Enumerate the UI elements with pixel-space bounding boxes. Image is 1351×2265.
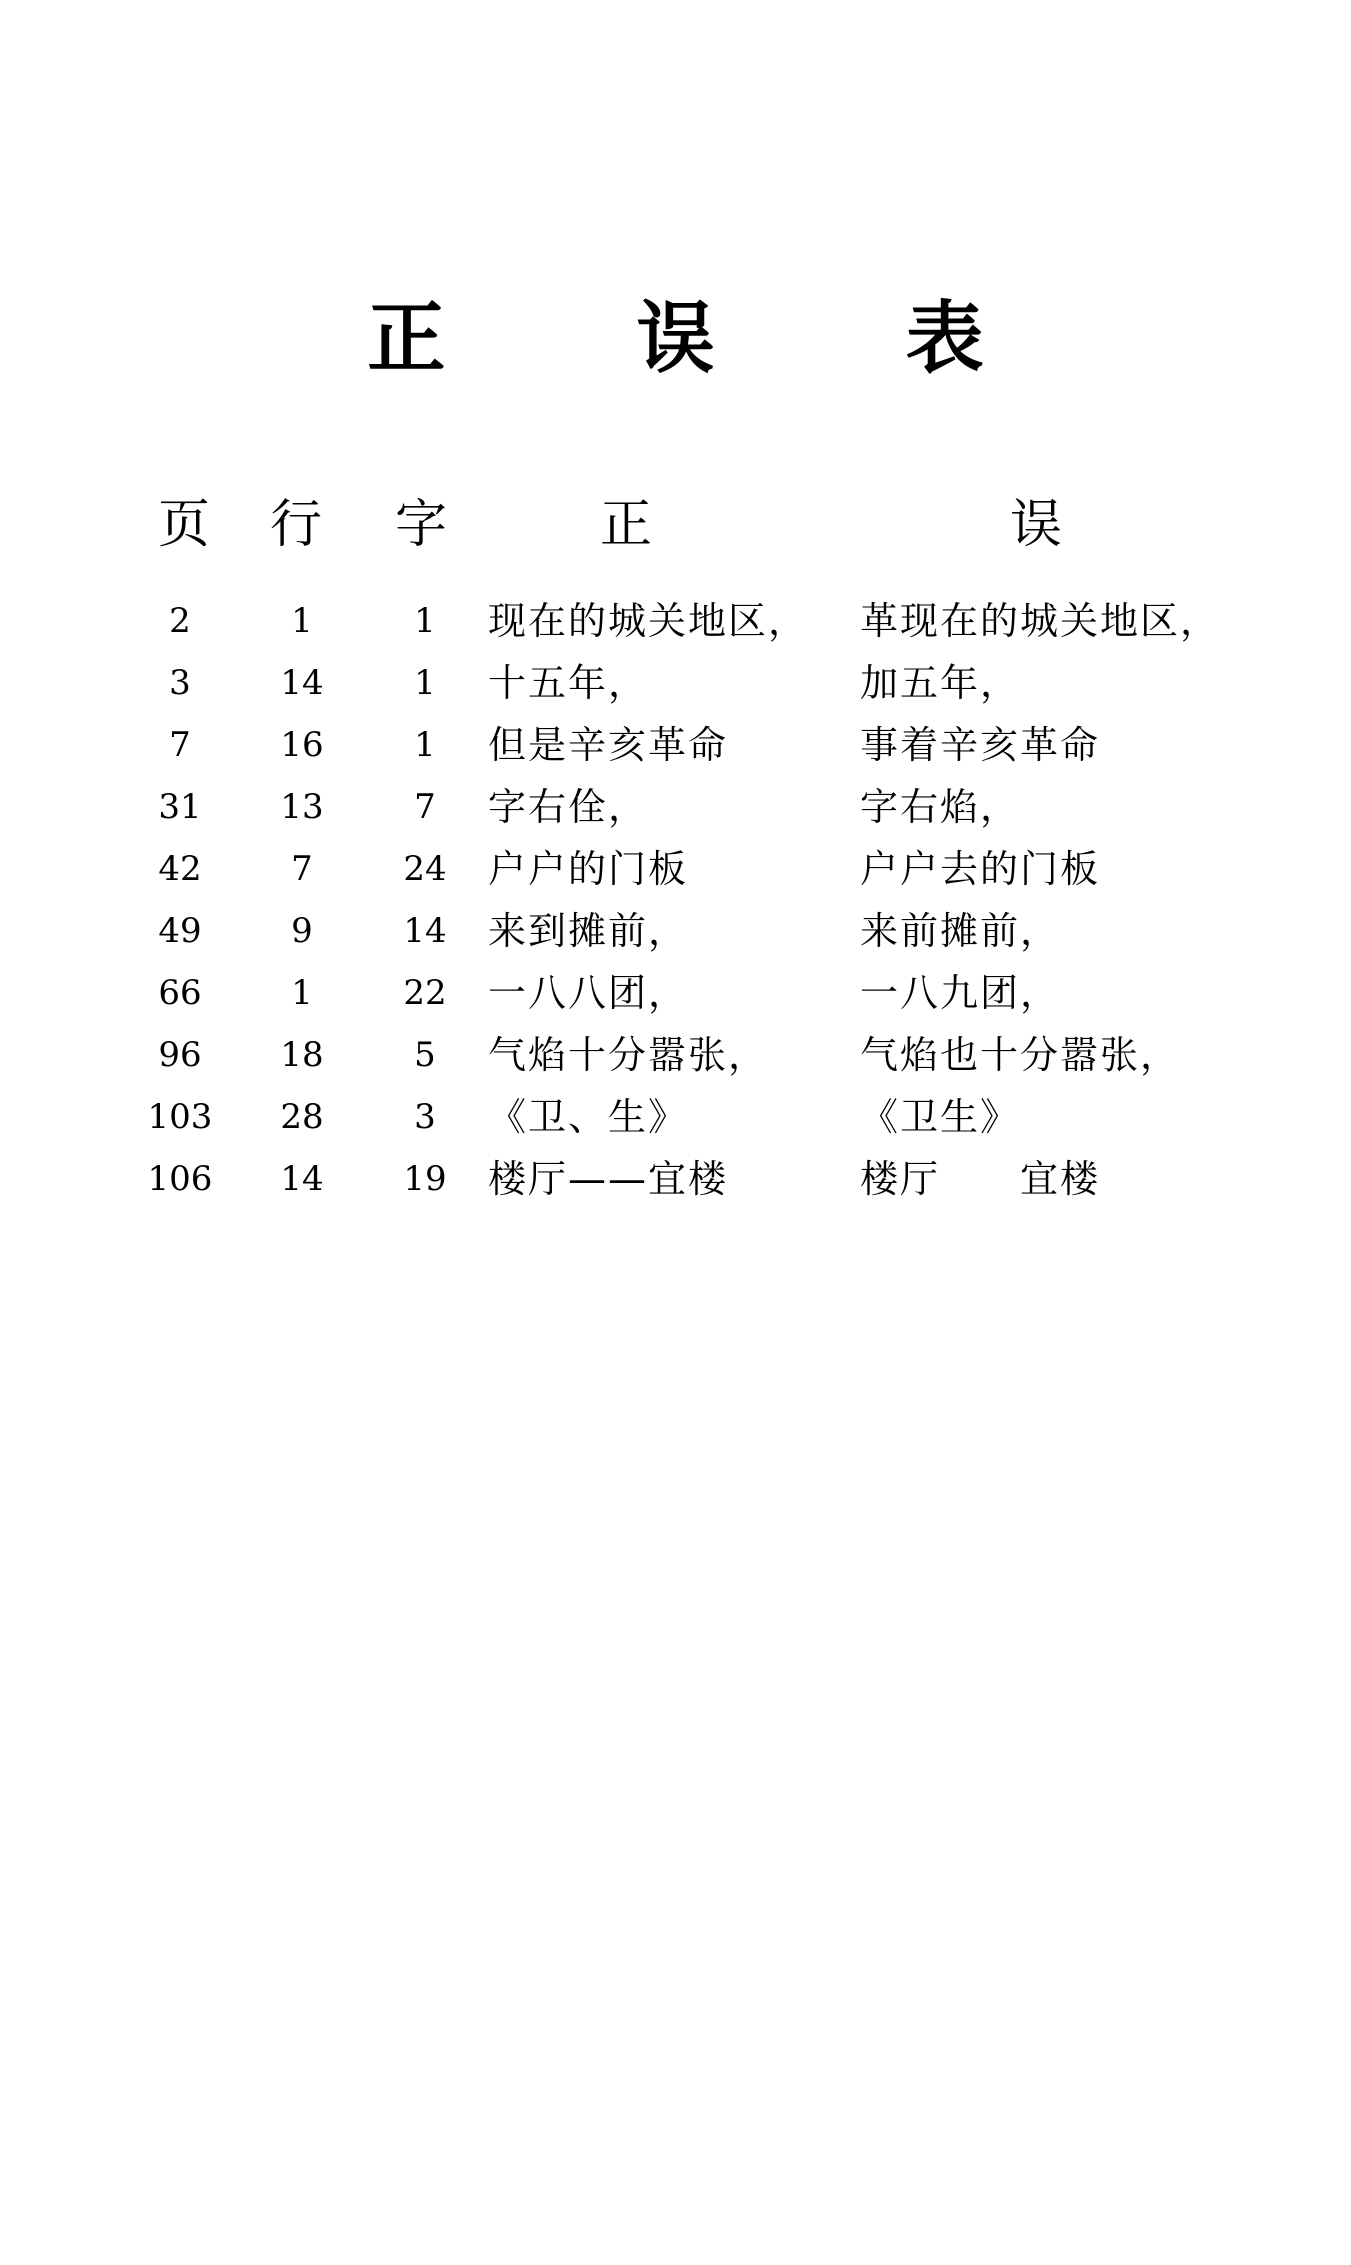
table-row xyxy=(0,714,1351,776)
row-char: 1 xyxy=(414,663,436,703)
table-row xyxy=(0,962,1351,1024)
row-line: 18 xyxy=(280,1035,324,1075)
table-row xyxy=(0,652,1351,714)
row-char: 22 xyxy=(403,973,447,1013)
row-line: 7 xyxy=(291,849,313,889)
row-line: 13 xyxy=(280,787,324,827)
row-line: 1 xyxy=(291,973,313,1013)
row-page: 96 xyxy=(158,1035,202,1075)
row-error: 户户去的门板 xyxy=(860,847,1101,891)
table-row xyxy=(0,1024,1351,1086)
row-char: 7 xyxy=(414,787,436,827)
row-char: 1 xyxy=(414,725,436,765)
row-correct: 《卫、生》 xyxy=(488,1095,689,1139)
row-line: 9 xyxy=(291,911,313,951)
row-line: 14 xyxy=(280,1159,324,1199)
row-page: 103 xyxy=(147,1097,213,1137)
row-correct: 但是辛亥革命 xyxy=(488,723,729,767)
row-error: 气焰也十分嚣张， xyxy=(860,1033,1181,1077)
table-row xyxy=(0,590,1351,652)
row-error: 事着辛亥革命 xyxy=(860,723,1101,767)
row-line: 28 xyxy=(280,1097,324,1137)
row-correct: 来到摊前， xyxy=(488,909,689,953)
table-row xyxy=(0,1148,1351,1210)
row-error: 来前摊前， xyxy=(860,909,1061,953)
header-page: 页 xyxy=(158,495,211,555)
row-char: 1 xyxy=(414,601,436,641)
row-line: 14 xyxy=(280,663,324,703)
row-char: 5 xyxy=(414,1035,436,1075)
row-page: 31 xyxy=(158,787,202,827)
header-char: 字 xyxy=(395,495,448,555)
row-page: 7 xyxy=(169,725,191,765)
table-row xyxy=(0,1086,1351,1148)
row-char: 14 xyxy=(403,911,447,951)
table-row xyxy=(0,776,1351,838)
row-error: 《卫生》 xyxy=(860,1095,1021,1139)
row-error: 一八九团， xyxy=(860,971,1061,1015)
row-error: 加五年， xyxy=(860,661,1021,705)
row-char: 3 xyxy=(414,1097,436,1137)
row-page: 2 xyxy=(169,601,191,641)
row-correct: 楼厅——宜楼 xyxy=(488,1157,729,1201)
row-error: 楼厅 宜楼 xyxy=(860,1157,1101,1201)
table-header xyxy=(0,490,1351,560)
row-correct: 户户的门板 xyxy=(488,847,689,891)
page-title: 正 误 表 xyxy=(367,294,1066,384)
row-correct: 字右佺， xyxy=(488,785,649,829)
row-page: 42 xyxy=(158,849,202,889)
table-row xyxy=(0,838,1351,900)
row-correct: 现在的城关地区， xyxy=(488,599,809,643)
header-error: 误 xyxy=(1010,495,1063,555)
table-row xyxy=(0,900,1351,962)
row-line: 1 xyxy=(291,601,313,641)
row-char: 24 xyxy=(403,849,447,889)
row-page: 49 xyxy=(158,911,202,951)
row-correct: 十五年， xyxy=(488,661,649,705)
row-page: 66 xyxy=(158,973,202,1013)
row-error: 字右焰， xyxy=(860,785,1021,829)
row-page: 106 xyxy=(147,1159,213,1199)
row-char: 19 xyxy=(403,1159,447,1199)
row-page: 3 xyxy=(169,663,191,703)
row-error: 革现在的城关地区， xyxy=(860,599,1221,643)
row-correct: 气焰十分嚣张， xyxy=(488,1033,769,1077)
row-line: 16 xyxy=(280,725,324,765)
header-line: 行 xyxy=(270,495,323,555)
row-correct: 一八八团， xyxy=(488,971,689,1015)
header-correct: 正 xyxy=(600,495,653,555)
errata-table xyxy=(0,590,1351,1210)
